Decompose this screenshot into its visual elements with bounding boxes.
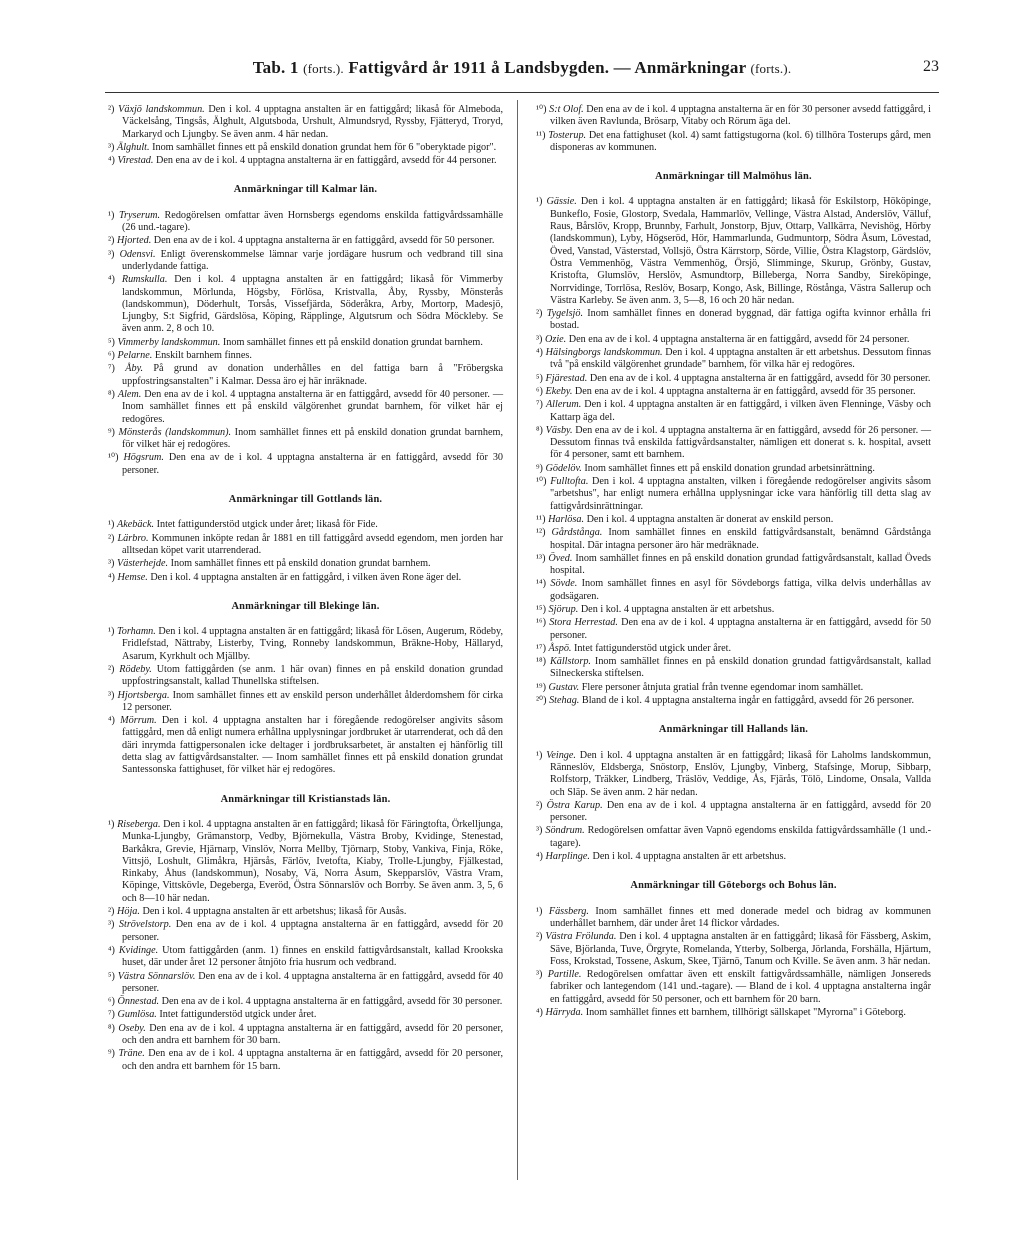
footnote-text: Den ena av de i kol. 4 upptagna anstalterna är en fattiggård, avsedd för 20 personer, och den andra ett barnhem för 30 barn. bbox=[122, 1022, 504, 1046]
footnote-place: Virestad. bbox=[117, 155, 154, 167]
footnote-place: Källstorp. bbox=[549, 656, 591, 668]
footnote-place: Västra Sönnarslöv. bbox=[117, 970, 196, 982]
footnote-text: Inom samhället finnes en enskild fattigvårdsanstalt, benämnd Gårdstånga hospital. Där intagna personer äro här medräknade. bbox=[550, 527, 931, 551]
footnote-place: Gustav. bbox=[548, 681, 580, 693]
footnote-place: Härryda. bbox=[545, 1007, 584, 1018]
footnote bbox=[108, 274, 503, 335]
footnote-text: Utom fattiggården (anm. 1) finnes en enskild fattigvårdsanstalt, kallad Krookska huset, där under året 12 personer åtnjöto fria husrum och vedbrand. bbox=[122, 944, 504, 969]
footnote-number: ⁴) bbox=[108, 274, 115, 286]
footnote-place: Västerhejde. bbox=[117, 558, 169, 570]
footnote bbox=[536, 334, 931, 346]
footnote bbox=[108, 1023, 503, 1048]
footnote-text: Redogörelsen omfattar även Vapnö egendoms enskilda fattigvårdssamhälle (1 und.-tagare). bbox=[550, 825, 932, 849]
footnote-place: Fulltofta. bbox=[550, 476, 589, 488]
section-heading: Anmärkningar till Malmöhus län. bbox=[655, 171, 812, 183]
footnote-place: Harplinge. bbox=[545, 851, 590, 863]
footnote-text: Den ena av de i kol. 4 upptagna anstalterna är en fattiggård, avsedd för 20 personer. bbox=[122, 919, 504, 943]
footnote-number: ¹⁰) bbox=[108, 452, 119, 464]
footnote-number: ¹⁹) bbox=[536, 681, 546, 693]
footnote bbox=[108, 389, 503, 426]
footnote-number: ⁷) bbox=[108, 363, 115, 375]
footnote-number: ²) bbox=[108, 104, 115, 115]
footnote-place: Rödeby. bbox=[119, 663, 152, 675]
footnote-number: ¹⁸) bbox=[536, 656, 546, 668]
footnote-place: Rumskulla. bbox=[121, 274, 168, 286]
footnote-number: ¹⁵) bbox=[536, 603, 546, 615]
footnote-text: Intet fattigunderstöd utgick under året. bbox=[574, 642, 732, 654]
footnote-text: Inom samhället finnes en på enskild donation grundad fattigvårdsanstalt, kallad Öveds hospital. bbox=[550, 552, 931, 577]
footnote-text: Den i kol. 4 upptagna anstalten är en fattiggård; likaså för Fässberg, Askim, Säve, Björlanda, Tuve, Örgryte, Romelanda, Ytterby, Solberga, Jörlanda, Forshälla, Hjärtum, Foss, Krokstad, Tossene, Askum, Skee, Tjärnö, Tanum och Kville. Se även anm. 3 här nedan. bbox=[550, 931, 932, 967]
footnote-number: ¹¹) bbox=[536, 513, 546, 525]
footnote-number: ²) bbox=[108, 235, 115, 247]
footnote-place: Gödelöv. bbox=[545, 462, 582, 474]
footnote bbox=[536, 399, 931, 424]
footnote-text: Den ena av de i kol. 4 upptagna anstalterna är en fattiggård, avsedd för 20 personer. bbox=[550, 799, 931, 824]
title-forts-end: (forts.). bbox=[750, 61, 792, 76]
footnote-text: Den i kol. 4 upptagna anstalten är ett arbetshus. bbox=[592, 851, 786, 863]
footnote-text: Den i kol. 4 upptagna anstalten är en fattiggård, i vilken även Flenninge, Väsby och Kattarp äga del. bbox=[550, 399, 932, 423]
footnote-number: ²) bbox=[536, 799, 543, 811]
footnote-number: ⁸) bbox=[108, 1022, 115, 1034]
footnote-text: Inom samhället finnes en på enskild donation grundad fattigvårdsanstalt, kallad Silneckerska stiftelsen. bbox=[550, 656, 932, 680]
table-number: Tab. 1 bbox=[252, 58, 299, 77]
footnote-number: ²⁰) bbox=[536, 695, 547, 707]
footnote-place: Tygelsjö. bbox=[546, 308, 583, 320]
footnote bbox=[108, 210, 503, 235]
footnote-text: Den ena av de i kol. 4 upptagna anstalterna är en fattiggård, avsedd för 30 personer. bbox=[122, 452, 504, 476]
footnote-text: Redogörelsen omfattar även Hornsbergs egendoms enskilda fattigvårdssamhälle (26 und.-tagare). bbox=[122, 209, 504, 234]
footnote bbox=[108, 572, 503, 584]
page-header bbox=[105, 58, 939, 82]
footnote-place: Tosterup. bbox=[548, 129, 587, 141]
footnote-number: ¹⁴) bbox=[536, 578, 546, 590]
footnote-number: ¹⁷) bbox=[536, 642, 546, 654]
footnote-number: ⁴) bbox=[536, 347, 543, 359]
footnote-place: Akebäck. bbox=[117, 519, 155, 531]
footnote-text: Inom samhället finnes ett av enskild person underhållet ålderdomshem för cirka 12 personer. bbox=[122, 689, 504, 713]
footnote-place: Tryserum. bbox=[118, 209, 160, 221]
footnote bbox=[536, 514, 931, 526]
footnote bbox=[536, 695, 931, 707]
footnote-place: Gumlösa. bbox=[117, 1009, 157, 1021]
footnote-place: Strövelstorp. bbox=[118, 919, 172, 931]
footnote-text: Den i kol. 4 upptagna anstalten är ett arbetshus; likaså för Ausås. bbox=[142, 906, 407, 918]
footnote-text: Den i kol. 4 upptagna anstalten är donerat av enskild person. bbox=[586, 513, 834, 525]
footnote bbox=[108, 142, 503, 154]
footnote bbox=[536, 617, 931, 642]
footnote-text: Kommunen inköpte redan år 1881 en till fattiggård avsedd egendom, men jorden har alltsedan köpet varit utarrenderad. bbox=[122, 532, 503, 556]
footnote bbox=[108, 906, 503, 918]
footnote-text: Redogörelsen omfattar även ett enskilt fattigvårdssamhälle, nämligen Jonsereds fabriker och lantegendom (141 und.-tagare). — Bland de i kol. 4 upptagna anstalterna ingår en fattiggård, avsedd för 50 personer, och ett barnhem för 20 barn. bbox=[550, 969, 931, 1005]
footnote bbox=[108, 1048, 503, 1073]
footnote-place: Hemse. bbox=[117, 571, 148, 583]
footnote bbox=[108, 919, 503, 944]
footnote bbox=[536, 425, 931, 462]
footnote-text: Den ena av de i kol. 4 upptagna anstalterna är en fattiggård, avsedd för 26 personer. — Dessutom finnas två enskilda fattigvårdsanstalter, nämligen ett donerat s. k. hospital, avsett för 4 personer, samt ett barnhem. bbox=[550, 424, 932, 461]
footnote-text: Inom samhället finnes ett med donerade medel och bidrag av kommunen underhållet barnhem, där under året 14 flickor vårdades. bbox=[550, 905, 931, 929]
footnote-number: ⁵) bbox=[108, 336, 115, 348]
footnote bbox=[536, 386, 931, 398]
title-text: Fattigvård år 1911 å Landsbygden. — Anmärkningar bbox=[348, 58, 747, 77]
footnote-number: ⁴) bbox=[108, 155, 115, 167]
footnote-text: Enskilt barnhem finnes. bbox=[154, 350, 252, 362]
footnote-number: ³) bbox=[108, 558, 115, 570]
footnote bbox=[536, 476, 931, 513]
footnote-place: Stehag. bbox=[549, 695, 580, 707]
footnote bbox=[536, 800, 931, 825]
section-heading: Anmärkningar till Kristianstads län. bbox=[220, 793, 391, 805]
footnote-place: Växjö landskommun. bbox=[118, 104, 205, 115]
footnote-text: Den i kol. 4 upptagna anstalten är en fattiggård, i vilken även Rone äger del. bbox=[150, 571, 462, 583]
footnote-text: Den ena av de i kol. 4 upptagna anstalterna är en fattiggård, avsedd för 20 personer, och den andra ett barnhem för 15 barn. bbox=[122, 1048, 504, 1072]
footnote-number: ³) bbox=[536, 825, 543, 837]
footnote-place: Fjärestad. bbox=[545, 372, 588, 384]
footnote-text: Inom samhället finnes en donerad byggnad, där fattiga ogifta kvinnor erhålla fri bostad. bbox=[550, 308, 932, 332]
footnote bbox=[536, 1007, 931, 1019]
footnote bbox=[108, 971, 503, 996]
footnote-number: ⁴) bbox=[536, 851, 543, 863]
footnote-place: Gårdstånga. bbox=[551, 527, 603, 539]
footnote-place: Hälsingborgs landskommun. bbox=[545, 347, 663, 359]
footnote-number: ³) bbox=[108, 141, 115, 153]
footnote-text: Det ena fattighuset (kol. 4) samt fattigstugorna (kol. 6) tillhöra Tosterups gård, men disponeras av kommunen. bbox=[550, 129, 932, 153]
footnote-place: Torhamn. bbox=[117, 626, 156, 638]
footnote bbox=[108, 626, 503, 663]
footnote bbox=[108, 533, 503, 558]
footnote bbox=[536, 969, 931, 1006]
footnote bbox=[536, 643, 931, 655]
footnote bbox=[108, 363, 503, 388]
footnote-number: ³) bbox=[108, 689, 115, 701]
footnote-text: Den ena av de i kol. 4 upptagna anstalterna är en fattiggård, avsedd för 30 personer. bbox=[161, 996, 503, 1008]
footnote-number: ¹⁶) bbox=[536, 617, 546, 629]
footnote bbox=[536, 750, 931, 799]
section-heading: Anmärkningar till Kalmar län. bbox=[233, 184, 378, 196]
footnote-place: Västra Frölunda. bbox=[545, 931, 617, 943]
footnote-text: Den i kol. 4 upptagna anstalten är en fattiggård; likaså för Lösen, Augerum, Rödeby, Fridlefstad, Nättraby, Listerby, Tving, Ronneby landskommun, Bräkne-Hoby, Hällaryd, Asarum, Kyrkhult och Mjällby. bbox=[122, 626, 503, 662]
footnote bbox=[536, 604, 931, 616]
footnote-number: ⁹) bbox=[108, 426, 115, 438]
footnote bbox=[536, 825, 931, 850]
section-heading: Anmärkningar till Gottlands län. bbox=[228, 494, 383, 506]
footnote-place: Sjörup. bbox=[548, 603, 579, 615]
page-number: 23 bbox=[923, 58, 939, 75]
footnote-text: Den ena av de i kol. 4 upptagna anstalterna är en fattiggård, avsedd för 24 personer. bbox=[568, 333, 910, 345]
footnote-place: Önnestad. bbox=[117, 996, 160, 1008]
footnote-text: Den ena av de i kol. 4 upptagna anstalterna är en fattiggård, avsedd för 50 personer. bbox=[153, 235, 495, 247]
footnote-number: ¹) bbox=[536, 905, 543, 917]
footnote bbox=[536, 196, 931, 307]
footnote-number: ¹³) bbox=[536, 552, 546, 564]
footnote-text: Intet fattigunderstöd utgick under året; likaså för Fide. bbox=[156, 519, 378, 531]
section-heading: Anmärkningar till Göteborgs och Bohus län. bbox=[630, 880, 837, 892]
title-forts: (forts.). bbox=[303, 61, 344, 76]
footnote-text: Den i kol. 4 upptagna anstalten är en fattiggård; likaså för Laholms landskommun, Ränneslöv, Eldsberga, Snöstorp, Enslöv, Ljungby, Vinberg, Stafsinge, Morup, Sibbarp, Rolfstorp, Träkker, Lindberg, Träslöv, Veddige, Ås, Fjärås, Tölö, Lindome, Onsala, Vallda och Släp. Se även anm. 2 här nedan. bbox=[550, 749, 932, 798]
footnote bbox=[108, 249, 503, 274]
footnote-text: Den ena av de i kol. 4 upptagna anstalterna är en fattiggård, avsedd för 35 personer. bbox=[574, 385, 916, 397]
footnote-text: Inom samhället finnes ett på enskild donation grundat barnhem. bbox=[170, 558, 431, 570]
footnote-place: Pelarne. bbox=[117, 350, 153, 362]
footnote-place: Ozie. bbox=[545, 333, 567, 345]
footnote-place: Harlösa. bbox=[548, 513, 585, 525]
footnote-number: ³) bbox=[108, 248, 115, 260]
footnote-number: ⁸) bbox=[108, 388, 115, 400]
footnote bbox=[536, 308, 931, 333]
footnote-place: Gässie. bbox=[546, 196, 577, 208]
footnote bbox=[108, 235, 503, 247]
footnote-place: Ekeby. bbox=[545, 385, 573, 397]
footnote-place: Älghult. bbox=[117, 141, 150, 153]
footnote bbox=[108, 996, 503, 1008]
footnote bbox=[536, 553, 931, 578]
footnote-number: ²) bbox=[536, 931, 543, 943]
footnote bbox=[108, 427, 503, 452]
footnote-number: ¹) bbox=[536, 749, 543, 761]
footnote bbox=[536, 347, 931, 372]
footnote-place: Sövde. bbox=[550, 578, 578, 590]
footnote-text: Den ena av de i kol. 4 upptagna anstalterna är en fattiggård, avsedd för 40 personer. bbox=[122, 970, 504, 994]
footnote bbox=[536, 682, 931, 694]
footnote bbox=[536, 656, 931, 681]
footnote-text: Inom samhället finnes ett på enskild donation grundat barnhem. bbox=[222, 336, 483, 348]
footnote-number: ⁸) bbox=[536, 424, 543, 436]
left-column bbox=[108, 104, 503, 1074]
footnote-place: Höja. bbox=[117, 906, 140, 918]
footnote bbox=[108, 1009, 503, 1021]
footnote-number: ⁵) bbox=[108, 970, 115, 982]
right-column bbox=[536, 104, 931, 1020]
footnote-text: Den i kol. 4 upptagna anstalten är en fattiggård; likaså för Eskilstorp, Hököpinge, Bunkeflo, Fosie, Glostorp, Svedala, Hammarlöv, Vellinge, Västra Alstad, Anderslöv, Välluf, Raus, Bårslöv, Kropp, Brunnby, Farhult, Jonstorp, Bjuv, Ottarp, Vallkärra, Nevishög, Hörby (landskommun), Lyby, Högseröd, Hör, Hammarlunda, Gudmuntorp, Södra Åsum, Lövestad, Öved, Vanstad, Västerstad, Vollsjö, Östra Kärrstorp, Sörde, Villie, Östra Klagstorp, Gärdslöv, Östra Vemmenhög, Västra Vemmenhög, Örsjö, Slimminge, Skurup, Grönby, Gustav, Kristofta, Glumslöv, Herslöv, Asmundtorp, Billeberga, Norra Sandby, Sireköpinge, Norrvidinge, Torrlösa, Reslöv, Bosarp, Kongo, Ask, Billinge, Röstånga, Västra Sallerup och Västra Karleby. Se även anm. 3, 5—8, 16 och 20 här nedan. bbox=[550, 196, 932, 306]
footnote bbox=[108, 715, 503, 776]
footnote bbox=[108, 690, 503, 715]
footnote-place: Odensvi. bbox=[119, 248, 156, 260]
footnote-number: ⁷) bbox=[108, 1009, 115, 1021]
footnote-number: ⁹) bbox=[536, 462, 543, 474]
footnote bbox=[536, 906, 931, 931]
footnote-text: Enligt överenskommelse lämnar varje jordägare husrum och vedbrand till sina underlydande fattiga. bbox=[122, 248, 504, 272]
footnote bbox=[108, 664, 503, 689]
footnote-number: ³) bbox=[536, 333, 543, 345]
footnote-number: ³) bbox=[108, 919, 115, 931]
footnote-place: Allerum. bbox=[545, 399, 582, 411]
footnote-place: Partille. bbox=[547, 969, 582, 981]
footnote-text: Den ena av de i kol. 4 upptagna anstalterna är en fattiggård, avsedd för 40 personer. — Inom samhället finnes ett på enskild välgörenhet grundat barnhem, för vilket här ej redogöres. bbox=[122, 388, 504, 425]
column-divider bbox=[517, 100, 518, 1180]
footnote bbox=[536, 373, 931, 385]
footnote-text: Inom samhället finnes ett på enskild donation grundat hem för 6 "oberyktade pigor". bbox=[152, 141, 497, 153]
footnote bbox=[536, 931, 931, 968]
footnote-place: Åby. bbox=[125, 363, 144, 375]
footnote bbox=[536, 527, 931, 552]
footnote-place: Hjortsberga. bbox=[117, 689, 170, 701]
footnote-place: Lärbro. bbox=[117, 532, 149, 544]
footnote-number: ¹⁰) bbox=[536, 104, 547, 115]
footnote-place: Högsrum. bbox=[123, 452, 164, 464]
page-title bbox=[105, 58, 939, 78]
footnote-text: Den i kol. 4 upptagna anstalten är en fattiggård; likaså för Vimmerby landskommun, Mörlunda, Högsby, Förlösa, Kristvalla, Åby, Ryssby, Mönsterås (landskommun), Döderhult, Torsås, Vissefjärda, Söderåkra, Arby, Mortorp, Madesjö, Ljungby, S:t Sigfrid, Gärdslösa, Köping, Räpplinge, Algutsrum och Södra Möckleby. Se även anm. 2, 8 och 10. bbox=[122, 274, 503, 335]
footnote-place: Östra Karup. bbox=[546, 799, 603, 811]
header-rule bbox=[105, 92, 939, 93]
section-heading: Anmärkningar till Blekinge län. bbox=[231, 600, 380, 612]
footnote-text: Utom fattiggården (se anm. 1 här ovan) finnes en på enskild donation grundad uppfostringsanstalt, kallad Thunellska stiftelsen. bbox=[122, 663, 504, 688]
footnote-number: ⁶) bbox=[108, 996, 115, 1008]
footnote-number: ¹¹) bbox=[536, 129, 546, 141]
footnote-text: Den ena av de i kol. 4 upptagna anstalterna är en fattiggård, avsedd för 50 personer. bbox=[550, 617, 932, 641]
footnote bbox=[108, 337, 503, 349]
footnote bbox=[108, 350, 503, 362]
footnote-number: ¹) bbox=[108, 626, 115, 638]
footnote bbox=[108, 155, 503, 167]
footnote-text: Intet fattigunderstöd utgick under året. bbox=[159, 1009, 317, 1021]
footnote-text: Inom samhället finnes en asyl för Sövdeborgs fattiga, vilka delvis underhållas av godsägaren. bbox=[550, 578, 932, 602]
footnote-number: ¹) bbox=[536, 196, 543, 208]
footnote-text: Den i kol. 4 upptagna anstalten har i föregående redogörelser angivits såsom fattiggård, men då enligt numera erhållna upplysningar jordbruket är utarrenderat, och då den däri inrymda fattigpersonalen icke deltager i jordbruksarbetet, är anstalten ej hänförlig till detta slag av fattigvårdsanstalter. — Inom samhället finnes ett på enskild donation grundat Santessonska fattighuset, för vilket här ej redogöres. bbox=[122, 715, 503, 776]
footnote-text: Den i kol. 4 upptagna anstalten är en fattiggård; likaså för Almeboda, Väckelsång, Tingsås, Älghult, Algutsboda, Urshult, Almundsryd, Ryssby, Fjätteryd, Troryd, Markaryd och Ljungby. Se även anm. 4 här nedan. bbox=[122, 104, 503, 140]
footnote-place: Riseberga. bbox=[117, 818, 161, 830]
section-heading: Anmärkningar till Hallands län. bbox=[658, 724, 809, 736]
footnote-text: Den i kol. 4 upptagna anstalten är ett arbetshus. bbox=[580, 603, 775, 615]
footnote-place: Söndrum. bbox=[545, 825, 585, 837]
footnote-number: ⁹) bbox=[108, 1048, 115, 1060]
footnote-number: ⁵) bbox=[536, 372, 543, 384]
footnote-place: Väsby. bbox=[545, 424, 573, 436]
footnote-number: ⁴) bbox=[536, 1007, 543, 1018]
footnote bbox=[108, 558, 503, 570]
footnote-number: ⁶) bbox=[536, 385, 543, 397]
footnote-number: ³) bbox=[536, 969, 543, 981]
footnote-place: Hjorted. bbox=[117, 235, 152, 247]
footnote-text: Den ena av de i kol. 4 upptagna anstalterna är en fattiggård, avsedd för 30 personer. bbox=[589, 372, 931, 384]
footnote-place: Mörrum. bbox=[120, 715, 157, 727]
footnote-place: Oseby. bbox=[118, 1022, 146, 1034]
footnote-place: Mönsterås (landskommun). bbox=[118, 426, 232, 438]
footnote-text: Inom samhället finnes ett på enskild donation grundad arbetsinrättning. bbox=[584, 462, 875, 474]
footnote-place: Öved. bbox=[548, 552, 573, 564]
footnote bbox=[108, 819, 503, 905]
footnote-place: Träne. bbox=[118, 1048, 145, 1060]
footnote-number: ²) bbox=[108, 532, 115, 544]
footnote-text: Inom samhället finnes ett barnhem, tillhörigt sällskapet "Myrorna" i Göteborg. bbox=[585, 1007, 906, 1018]
footnote-place: Vimmerby landskommun. bbox=[117, 336, 221, 348]
footnote-text: Den ena av de i kol. 4 upptagna anstalterna är en fattiggård, avsedd för 44 personer. bbox=[155, 155, 497, 167]
footnote-text: På grund av donation underhålles en del fattiga barn å "Fröbergska uppfostringsanstalten" i Kalmar. Dessa äro ej här inräknade. bbox=[122, 363, 503, 387]
footnote-number: ²) bbox=[536, 308, 543, 320]
footnote-place: Veinge. bbox=[546, 749, 576, 761]
footnote bbox=[108, 452, 503, 477]
footnote-number: ⁷) bbox=[536, 399, 543, 411]
footnote-text: Flere personer åtnjuta gratial från tvenne egendomar inom samhället. bbox=[581, 681, 864, 693]
footnote-place: Stora Herrestad. bbox=[549, 617, 618, 629]
footnote-text: Den ena av de i kol. 4 upptagna anstalterna är en för 30 personer avsedd fattiggård, i vilken även Ravlunda, Brösarp, Vitaby och Rörum äga del. bbox=[550, 104, 932, 128]
footnote bbox=[536, 851, 931, 863]
footnote bbox=[108, 104, 503, 141]
footnote-place: Åspö. bbox=[548, 642, 572, 654]
footnote-number: ⁴) bbox=[108, 944, 115, 956]
footnote-place: S:t Olof. bbox=[549, 104, 584, 115]
footnote bbox=[108, 519, 503, 531]
footnote-number: ²) bbox=[108, 906, 115, 918]
footnote-number: ¹) bbox=[108, 519, 115, 531]
footnote-number: ²) bbox=[108, 663, 115, 675]
footnote-text: Den i kol. 4 upptagna anstalten, vilken i föregående redogörelser angivits såsom "arbetshus", har enligt numera erhållna upplysningar icke vara hänförlig till detta slag av fattigvårdsinrättningar. bbox=[550, 476, 931, 512]
footnote-place: Kvidinge. bbox=[118, 944, 159, 956]
footnote bbox=[536, 463, 931, 475]
footnote-number: ⁶) bbox=[108, 350, 115, 362]
footnote-number: ⁴) bbox=[108, 571, 115, 583]
footnote-text: Bland de i kol. 4 upptagna anstalterna ingår en fattiggård, avsedd för 26 personer. bbox=[581, 695, 915, 707]
footnote-number: ¹) bbox=[108, 818, 115, 830]
footnote bbox=[536, 104, 931, 129]
footnote bbox=[536, 130, 931, 155]
footnote-number: ¹²) bbox=[536, 527, 546, 539]
footnote-number: ¹) bbox=[108, 209, 115, 221]
footnote bbox=[536, 578, 931, 603]
footnote-text: Den i kol. 4 upptagna anstalten är ett arbetshus. Dessutom finnas två "på enskild välgörenhet grundade" barnhem, för vilka här ej redogöres. bbox=[550, 347, 932, 371]
footnote-number: ¹⁰) bbox=[536, 476, 547, 488]
footnote-text: Inom samhället finnes ett på enskild donation grundat barnhem, för vilket här ej redogöres. bbox=[122, 426, 503, 451]
footnote-place: Fässberg. bbox=[548, 905, 589, 917]
footnote-text: Den i kol. 4 upptagna anstalten är en fattiggård; likaså för Färingtofta, Örkelljunga, Munka-Ljungby, Grämanstorp, Vedby, Björnekulla, Västra Broby, Kvidinge, Stenestad, Barkåkra, Grevie, Hjärnarp, Vinslöv, Norra Mellby, Tjörnarp, Stoby, Vankiva, Finja, Röke, Vittsjö, Loshult, Glimåkra, Hjärsås, Färlöv, Ivetofta, Kiaby, Trolle-Ljungby, Fjälkestad, Rinkaby, Åhus (landskommun), Nosaby, Vä, Norra Åsum, Skepparslöv, Västra Vram, Köpinge, Vittskövle, Degeberga, Everöd, Östra Sönnarslöv och Borrby. Se även anm. 3, 5, 6 och 8—10 här nedan. bbox=[122, 818, 504, 904]
footnote bbox=[108, 945, 503, 970]
footnote-number: ⁴) bbox=[108, 715, 115, 727]
footnote-place: Alem. bbox=[117, 388, 142, 400]
